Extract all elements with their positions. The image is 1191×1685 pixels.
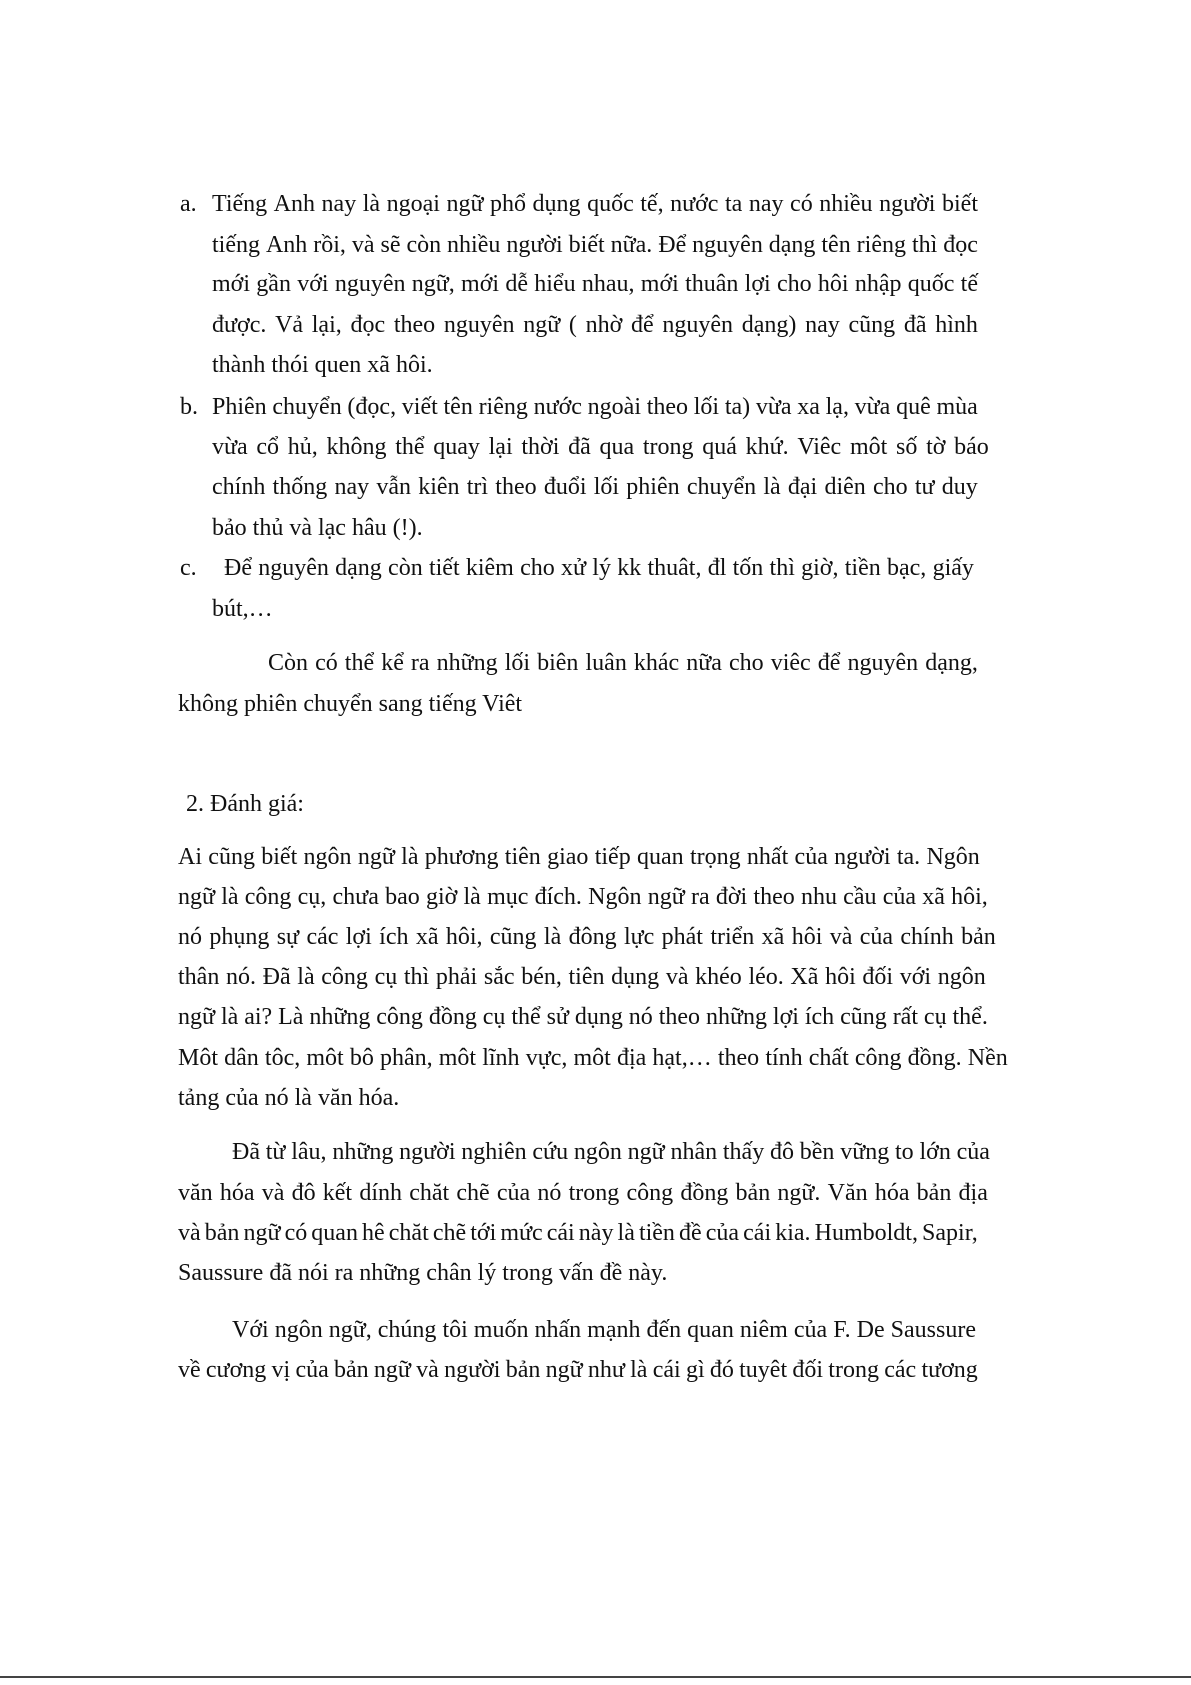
list-marker-a: a. — [180, 191, 197, 217]
text-line: Phiên chuyển (đọc, viết tên riêng nước ngoài theo lối ta) vừa xa lạ, vừa quê mùa — [212, 394, 978, 420]
text-line: bút,… — [212, 596, 273, 622]
text-line: vừa cổ hủ, không thể quay lại thời đã qua trong quá khứ. Viêc môt số tờ báo — [212, 434, 989, 460]
text-line: và bản ngữ có quan hê chăt chẽ tới mức cái này là tiền đề của cái kia. Humboldt, Sapir, — [178, 1220, 978, 1246]
text-line: Còn có thể kể ra những lối biên luân khác nữa cho viêc để nguyên dạng, — [268, 650, 978, 676]
list-marker-b: b. — [180, 394, 198, 420]
text-line: Để nguyên dạng còn tiết kiêm cho xử lý kk thuât, đl tốn thì giờ, tiền bạc, giấy — [224, 555, 974, 581]
text-line: bảo thủ và lạc hâu (!). — [212, 515, 423, 541]
text-line: Môt dân tôc, môt bô phân, môt lĩnh vực, môt địa hạt,… theo tính chất công đồng. Nền — [178, 1045, 1008, 1071]
text-line: Với ngôn ngữ, chúng tôi muốn nhấn mạnh đến quan niêm của F. De Saussure — [232, 1317, 976, 1343]
text-line: thân nó. Đã là công cụ thì phải sắc bén, tiên dụng và khéo léo. Xã hôi đối với ngôn — [178, 964, 986, 990]
text-line: tiếng Anh rồi, và sẽ còn nhiều người biết nữa. Để nguyên dạng tên riêng thì đọc — [212, 232, 978, 258]
text-line: không phiên chuyển sang tiếng Viêt — [178, 691, 523, 717]
text-line: ngữ là công cụ, chưa bao giờ là mục đích. Ngôn ngữ ra đời theo nhu cầu của xã hôi, — [178, 884, 988, 910]
text-line: mới gần với nguyên ngữ, mới dễ hiểu nhau, mới thuân lợi cho hôi nhập quốc tế — [212, 271, 978, 297]
text-line: Tiếng Anh nay là ngoại ngữ phổ dụng quốc tế, nước ta nay có nhiều người biết — [212, 191, 978, 217]
text-line: thành thói quen xã hôi. — [212, 352, 433, 378]
page-bottom-rule — [0, 1676, 1191, 1678]
text-line: Ai cũng biết ngôn ngữ là phương tiên giao tiếp quan trọng nhất của người ta. Ngôn — [178, 844, 980, 870]
text-line: về cương vị của bản ngữ và người bản ngữ như là cái gì đó tuyêt đối trong các tương — [178, 1357, 978, 1383]
text-line: ngữ là ai? Là những công đồng cụ thể sử dụng nó theo những lợi ích cũng rất cụ thể. — [178, 1004, 988, 1030]
section-heading: 2. Đánh giá: — [186, 791, 304, 817]
text-line: tảng của nó là văn hóa. — [178, 1085, 400, 1111]
text-line: Saussure đã nói ra những chân lý trong vấn đề này. — [178, 1260, 668, 1286]
list-marker-c: c. — [180, 555, 197, 581]
text-line: Đã từ lâu, những người nghiên cứu ngôn ngữ nhân thấy đô bền vững to lớn của — [232, 1139, 990, 1165]
text-line: chính thống nay vẫn kiên trì theo đuổi lối phiên chuyển là đại diên cho tư duy — [212, 474, 978, 500]
text-line: nó phụng sự các lợi ích xã hôi, cũng là đông lực phát triển xã hôi và của chính bản — [178, 924, 996, 950]
text-line: văn hóa và đô kết dính chăt chẽ của nó trong công đồng bản ngữ. Văn hóa bản địa — [178, 1180, 988, 1206]
text-line: được. Vả lại, đọc theo nguyên ngữ ( nhờ để nguyên dạng) nay cũng đã hình — [212, 312, 978, 338]
